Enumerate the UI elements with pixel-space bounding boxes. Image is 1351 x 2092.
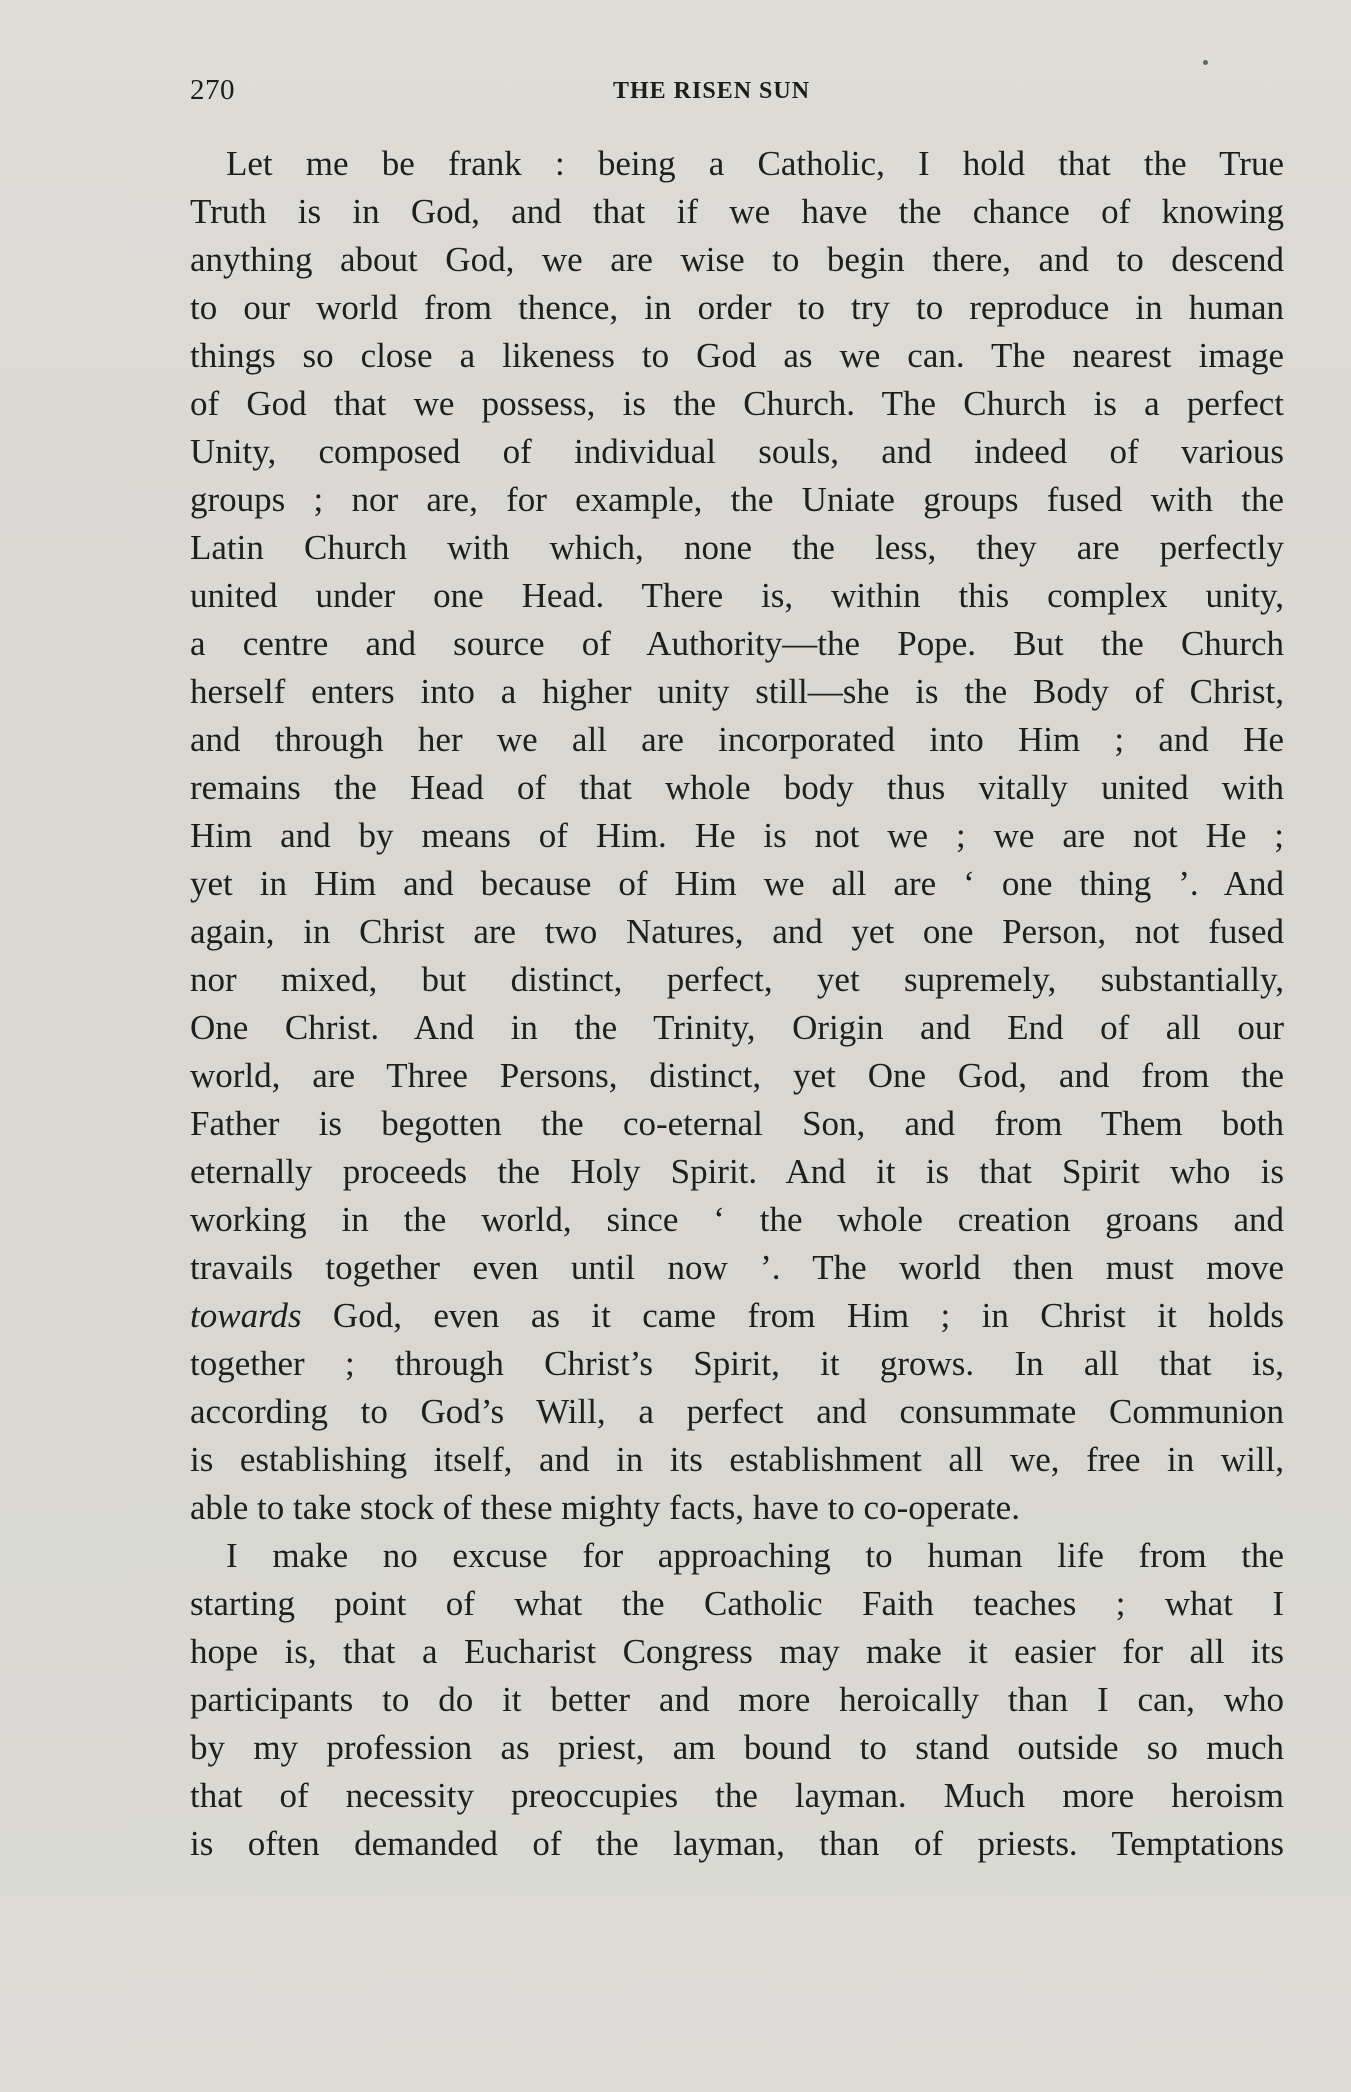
text-line: hope is, that a Eucharist Congress may make it easier for all its bbox=[190, 1632, 1284, 1671]
paragraph-1 bbox=[190, 140, 1284, 1532]
text-line: working in the world, since ‘ the whole creation groans and bbox=[190, 1200, 1284, 1239]
page-number: 270 bbox=[190, 74, 235, 106]
text-line: able to take stock of these mighty facts, have to co-operate. bbox=[190, 1488, 1020, 1527]
text-line: a centre and source of Authority—the Pope. But the Church bbox=[190, 624, 1284, 663]
text-line: groups ; nor are, for example, the Uniate groups fused with the bbox=[190, 480, 1284, 519]
text-line: of God that we possess, is the Church. The Church is a perfect bbox=[190, 384, 1284, 423]
text-line: is establishing itself, and in its establishment all we, free in will, bbox=[190, 1440, 1284, 1479]
text-line: world, are Three Persons, distinct, yet One God, and from the bbox=[190, 1056, 1284, 1095]
text-line: that of necessity preoccupies the layman. Much more heroism bbox=[190, 1776, 1284, 1815]
text-line: participants to do it better and more heroically than I can, who bbox=[190, 1680, 1284, 1719]
text-line: Unity, composed of individual souls, and indeed of various bbox=[190, 432, 1284, 471]
italic-line-rest: God, even as it came from Him ; in Christ it holds bbox=[301, 1296, 1284, 1335]
text-line: starting point of what the Catholic Faith teaches ; what I bbox=[190, 1584, 1284, 1623]
paragraph-2 bbox=[190, 1532, 1284, 1868]
text-line: eternally proceeds the Holy Spirit. And it is that Spirit who is bbox=[190, 1152, 1284, 1191]
text-line: and through her we all are incorporated into Him ; and He bbox=[190, 720, 1284, 759]
text-line: nor mixed, but distinct, perfect, yet supremely, substantially, bbox=[190, 960, 1284, 999]
text-line: to our world from thence, in order to try to reproduce in human bbox=[190, 288, 1284, 327]
running-head: THE RISEN SUN bbox=[613, 78, 811, 104]
text-line: together ; through Christ’s Spirit, it grows. In all that is, bbox=[190, 1344, 1284, 1383]
text-line: yet in Him and because of Him we all are ‘ one thing ’. And bbox=[190, 864, 1284, 903]
text-line: herself enters into a higher unity still—she is the Body of Christ, bbox=[190, 672, 1284, 711]
text-line: Latin Church with which, none the less, they are perfectly bbox=[190, 528, 1284, 567]
text-line: united under one Head. There is, within this complex unity, bbox=[190, 576, 1284, 615]
text-line: by my profession as priest, am bound to stand outside so much bbox=[190, 1728, 1284, 1767]
text-line: travails together even until now ’. The world then must move bbox=[190, 1248, 1284, 1287]
page-header bbox=[190, 74, 1284, 116]
italic-word: towards bbox=[190, 1296, 302, 1335]
text-line: One Christ. And in the Trinity, Origin and End of all our bbox=[190, 1008, 1284, 1047]
text-line: Father is begotten the co-eternal Son, and from Them both bbox=[190, 1104, 1284, 1143]
text-line: Truth is in God, and that if we have the chance of knowing bbox=[190, 192, 1284, 231]
text-line-with-italic bbox=[190, 1292, 1284, 1340]
text-line: I make no excuse for approaching to human life from the bbox=[226, 1536, 1284, 1575]
text-line: according to God’s Will, a perfect and consummate Communion bbox=[190, 1392, 1284, 1431]
text-line: Him and by means of Him. He is not we ; we are not He ; bbox=[190, 816, 1284, 855]
text-line: again, in Christ are two Natures, and yet one Person, not fused bbox=[190, 912, 1284, 951]
text-line: things so close a likeness to God as we can. The nearest image bbox=[190, 336, 1284, 375]
page-speck bbox=[1203, 60, 1208, 65]
text-line: Let me be frank : being a Catholic, I hold that the True bbox=[226, 144, 1284, 183]
text-line: is often demanded of the layman, than of priests. Temptations bbox=[190, 1824, 1284, 1863]
text-line: anything about God, we are wise to begin there, and to descend bbox=[190, 240, 1284, 279]
text-line: remains the Head of that whole body thus vitally united with bbox=[190, 768, 1284, 807]
body-text bbox=[190, 140, 1284, 1868]
